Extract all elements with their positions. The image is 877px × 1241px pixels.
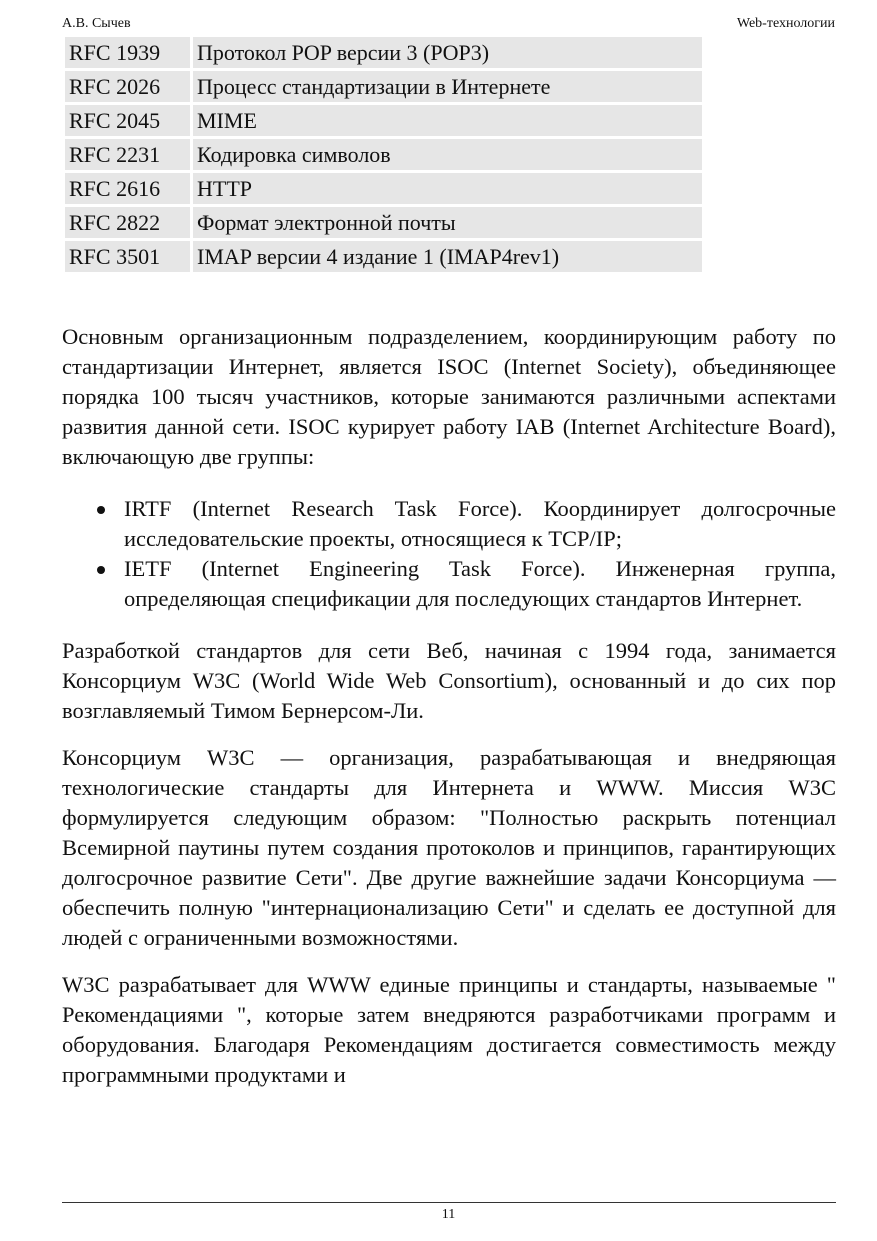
iab-groups-list (62, 494, 836, 614)
list-item-text: IETF (Internet Engineering Task Force). Инженерная группа, определяющая спецификации для последующих стандартов Интернет. (124, 556, 836, 611)
rfc-number: RFC 2822 (65, 207, 190, 238)
rfc-table (62, 34, 705, 275)
rfc-number: RFC 2616 (65, 173, 190, 204)
rfc-description: Кодировка символов (193, 139, 702, 170)
rfc-description: MIME (193, 105, 702, 136)
table-row (65, 207, 702, 238)
paragraph-w3c-intro: Разработкой стандартов для сети Веб, начиная с 1994 года, занимается Консорциум W3C (World Wide Web Consortium), основанный и до сих пор возглавляемый Тимом Бернерсом-Ли. (62, 638, 836, 723)
table-row (65, 139, 702, 170)
table-row (65, 37, 702, 68)
page-number: 11 (441, 1207, 456, 1222)
paragraph-isoc: Основным организационным подразделением, координирующим работу по стандартизации Интернет, является ISOC (Internet Society), объединяющее порядка 100 тысяч участников, которые занимаются различными аспектами развития данной сети. ISOC курирует работу IAB (Internet Architecture Board), включающую две группы: (62, 324, 836, 469)
paragraph-w3c-mission: Консорциум W3C — организация, разрабатывающая и внедряющая технологические стандарты для Интернета и WWW. Миссия W3C формулируется следующим образом: "Полностью раскрыть потенциал Всемирной паутины путем создания протоколов и принципов, гарантирующих долгосрочное развитие Сети". Две другие важнейшие задачи Консорциума — обеспечить полную "интернационализацию Сети" и сделать ее доступной для людей с ограниченными возможностями. (62, 745, 836, 950)
header-author: А.В. Сычев (62, 16, 131, 31)
rfc-number: RFC 3501 (65, 241, 190, 272)
table-row (65, 105, 702, 136)
rfc-number: RFC 2231 (65, 139, 190, 170)
paragraph-w3c-recommendations: W3C разрабатывает для WWW единые принципы и стандарты, называемые " Рекомендациями ", которые затем внедряются разработчиками программ и оборудования. Благодаря Рекомендациям достигается совместимость между программными продуктами и (62, 972, 836, 1087)
table-row (65, 241, 702, 272)
page-header (62, 16, 835, 34)
rfc-description: IMAP версии 4 издание 1 (IMAP4rev1) (193, 241, 702, 272)
bullet-icon (97, 566, 105, 574)
list-item (124, 494, 836, 554)
rfc-description: Формат электронной почты (193, 207, 702, 238)
rfc-number: RFC 2045 (65, 105, 190, 136)
rfc-description: HTTP (193, 173, 702, 204)
table-row (65, 71, 702, 102)
table-row (65, 173, 702, 204)
list-item (124, 554, 836, 614)
bullet-icon (97, 506, 105, 514)
body-text (62, 322, 836, 1090)
header-title: Web-технологии (736, 16, 835, 31)
rfc-number: RFC 2026 (65, 71, 190, 102)
footer-divider (62, 1202, 836, 1203)
rfc-number: RFC 1939 (65, 37, 190, 68)
rfc-description: Процесс стандартизации в Интернете (193, 71, 702, 102)
rfc-description: Протокол POP версии 3 (POP3) (193, 37, 702, 68)
list-item-text: IRTF (Internet Research Task Force). Координирует долгосрочные исследовательские проекты, относящиеся к TCP/IP; (124, 496, 836, 551)
